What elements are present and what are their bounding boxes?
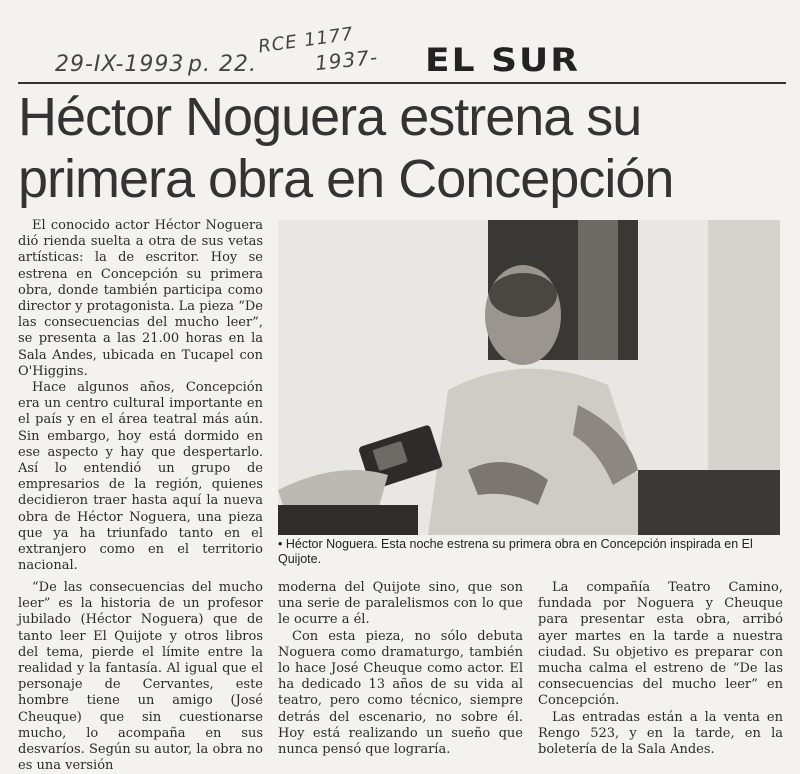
photo-illustration — [278, 220, 780, 535]
article-column-bottom-1 — [18, 580, 263, 774]
article-paragraph: “De las consecuencias del mucho leer” es la historia de un profesor jubilado (Héctor Noguera) que de tanto leer El Quijote y otros libros del tema, pierde el límite entre la realidad y la fantasía. Al igual que el personaje de Cervantes, este hombre tiene un amigo (José Cheuque) que sin cuestionarse mucho, lo acompaña en sus desvaríos. Según su autor, la obra no es una versión — [18, 580, 263, 774]
article-paragraph: Las entradas están a la venta en Rengo 523, y en la tarde, en la boletería de la Sala Andes. — [538, 709, 783, 758]
article-column-left — [18, 218, 263, 574]
article-paragraph: moderna del Quijote sino, que son una serie de paralelismos con lo que le ocurre a él. — [278, 580, 523, 628]
article-headline: Héctor Noguera estrena su primera obra en Concepción — [18, 87, 674, 209]
header-rule — [18, 82, 786, 84]
article-paragraph: Con esta pieza, no sólo debuta Noguera como dramaturgo, también lo hace José Cheuque como actor. El ha dedicado 13 años de su vida al teatro, pero como técnico, siempre detrás del escenario, no sobre él. Hoy está realizando un sueño que nunca pensó que lograría. — [278, 628, 523, 758]
newspaper-masthead: EL SUR — [425, 42, 580, 79]
article-column-bottom-3 — [538, 580, 783, 758]
handwritten-date: 29-IX-1993 — [55, 52, 185, 77]
handwritten-reference: RCE 1177 — [257, 23, 355, 58]
photo-caption: • Héctor Noguera. Esta noche estrena su primera obra en Concepción inspirada en El Quijote. — [278, 537, 753, 566]
handwritten-page: p. 22. — [188, 52, 257, 77]
article-column-bottom-2 — [278, 580, 523, 758]
article-paragraph: El conocido actor Héctor Noguera dió rienda suelta a otra de sus vetas artísticas: la de escritor. Hoy se estrena en Concepción su primera obra, donde también participa como director y protagonista. La pieza “De las consecuencias del mucho leer”, se presenta a las 21.00 horas en la Sala Andes, ubicada en Tucapel con O'Higgins. — [18, 218, 263, 379]
article-paragraph: La compañía Teatro Camino, fundada por Noguera y Cheuque para presentar esta obra, arribó ayer martes en la tarde a nuestra ciudad. Su objetivo es preparar con mucha calma el estreno de “De las consecuencias del mucho leer” en Concepción. — [538, 580, 783, 709]
handwritten-number: 1937- — [313, 44, 380, 76]
article-paragraph: Hace algunos años, Concepción era un centro cultural importante en el país y en el área teatral más aún. Sin embargo, hoy está dormido en ese aspecto y hay que despertarlo. Así lo entendió un grupo de empresarios de la región, quienes decidieron traer hasta aquí la nueva obra de Héctor Noguera, una pieza que ya ha triunfado tanto en el extranjero como en el territorio nacional. — [18, 380, 263, 574]
article-photo — [278, 220, 780, 535]
